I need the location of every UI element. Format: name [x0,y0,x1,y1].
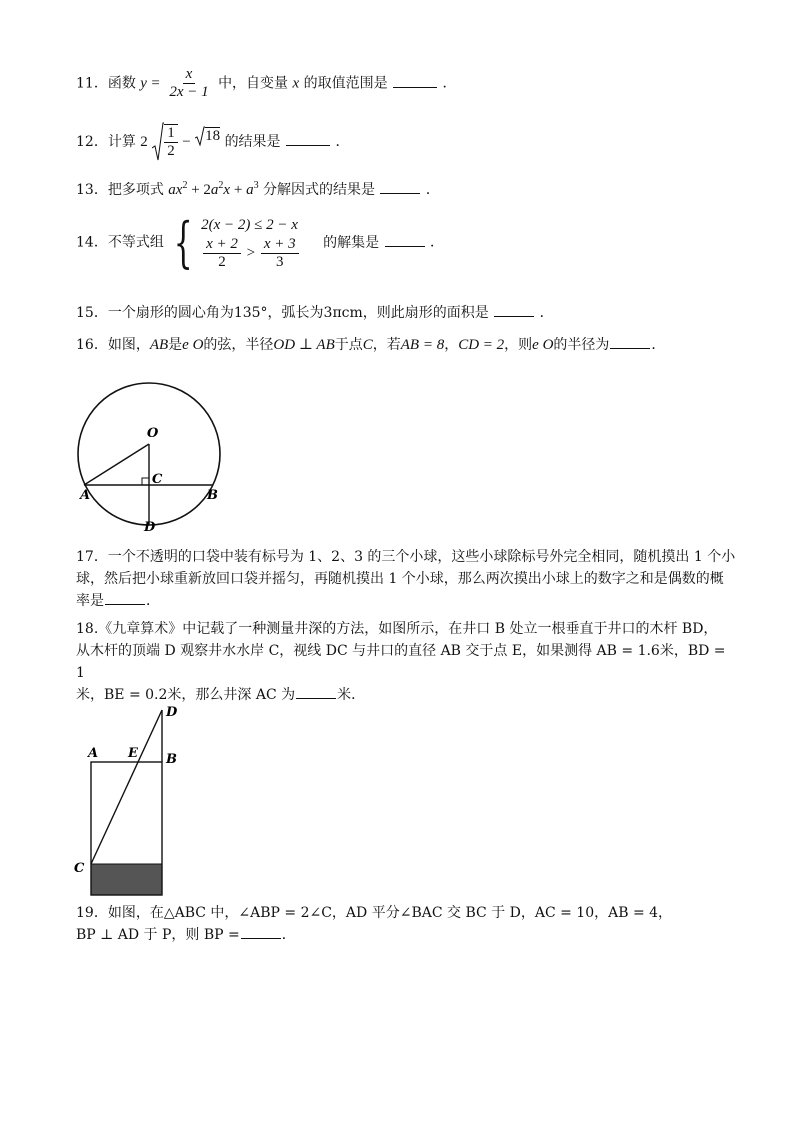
q11-end: ． [442,75,457,92]
label-d: D [166,705,178,720]
q12-frac-num: 1 [164,125,178,143]
q12-number: 12．计算 [76,134,136,150]
q12-sqrt-fraction [152,122,178,162]
label-b: B [166,752,177,767]
segment-oa [84,444,149,485]
radical-icon [195,126,205,146]
question-17: 17．一个不透明的口袋中装有标号为 1、2、3 的三个小球，这些小球除标号外完全相同，随机摸出 1 个小 球，然后把小球重新放回口袋并摇匀，再随机摸出 1 个小球，那么两次摸出小球上的数字之和是偶数的概 率是 ． [76,549,736,609]
q16-circle-figure [70,368,230,538]
q14-system [201,214,301,271]
q14-answer-blank[interactable] [385,232,425,247]
q11-answer-blank[interactable] [393,73,437,88]
q12-end: ． [335,134,350,150]
right-angle-mark [142,478,149,485]
q13-tail: 分解因式的结果是 [263,182,376,198]
q11-eq: = [151,75,160,92]
q14-tail: 的解集是 [323,234,380,251]
q12-rad: 18 [205,128,221,144]
label-b: B [207,488,218,503]
question-12 [76,122,349,162]
q18-well-figure [70,700,190,900]
q16-answer-blank[interactable] [610,334,650,349]
question-13 [76,176,440,200]
question-19: 19．如图，在△ABC 中，∠ABP = 2∠C，AD 平分∠BAC 交 BC 于 D，AC = 10，AB = 4， BP ⊥ AD 于 P，则 BP = ． [76,905,673,943]
label-a: A [80,488,91,503]
left-brace-icon: { [174,210,193,274]
label-c: C [74,861,85,876]
q15-text: 15．一个扇形的圆心角为135°，弧长为3πcm，则此扇形的面积是 [76,305,489,321]
question-18: 18.《九章算术》中记载了一种测量井深的方法，如图所示，在井口 B 处立一根垂直于井口的木杆 BD， 从木杆的顶端 D 观察井水水岸 C，视线 DC 与井口的直径 AB 交于点 E，如果测得 AB = 1.6米，BD = 1 米，BE = 0.2米，那么井深 AC 为 米． [76,621,726,703]
q14-end: ． [429,234,444,251]
label-e: E [128,746,138,761]
q11-tail: 的取值范围是 [303,75,388,92]
question-15 [76,302,554,323]
label-c: C [152,472,163,487]
label-a: A [88,746,99,761]
q11-frac-den: 2x − 1 [169,84,209,100]
q13-end: ． [425,182,440,198]
q14-line1: 2(x − 2) ≤ 2 − x [201,217,298,233]
label-d: D [144,520,156,535]
q13-number: 13．把多项式 [76,182,164,198]
q11-x: x [292,75,300,92]
question-14 [76,210,444,274]
q12-coef: 2 [140,134,148,150]
q12-frac-den: 2 [167,143,175,159]
question-16: 16．如图，AB是e O的弦，半径OD ⊥ AB于点C，若AB = 8，CD = 2，则e O的半径为 ． [76,334,665,355]
q12-minus: − [182,134,191,150]
q11-mid: 中，自变量 [218,75,289,92]
question-11 [76,66,457,101]
q12-sqrt18 [195,126,220,146]
q12-tail: 的结果是 [224,134,281,150]
q14-line2: $\frac{x + 2}{2}$ > $\frac{x + 3}{3}$ [201,236,301,271]
q15-end: ． [539,305,554,321]
sightline-dc [91,710,162,864]
radical-icon [152,122,164,162]
q12-answer-blank[interactable] [286,131,330,146]
well-water [91,864,162,895]
q18-answer-blank[interactable] [296,684,336,699]
label-o: O [147,426,159,441]
q11-number: 11．函数 [76,75,136,92]
q11-fraction [166,66,211,101]
q13-answer-blank[interactable] [380,179,420,194]
q11-y: y [140,75,147,92]
q17-answer-blank[interactable] [105,590,145,605]
q11-frac-num: x [183,66,196,84]
q13-term1: $ax^2 + 2a^2x + a^3$ [168,180,259,198]
q15-answer-blank[interactable] [494,302,534,317]
q19-answer-blank[interactable] [241,924,281,939]
q14-number: 14．不等式组 [76,234,164,251]
